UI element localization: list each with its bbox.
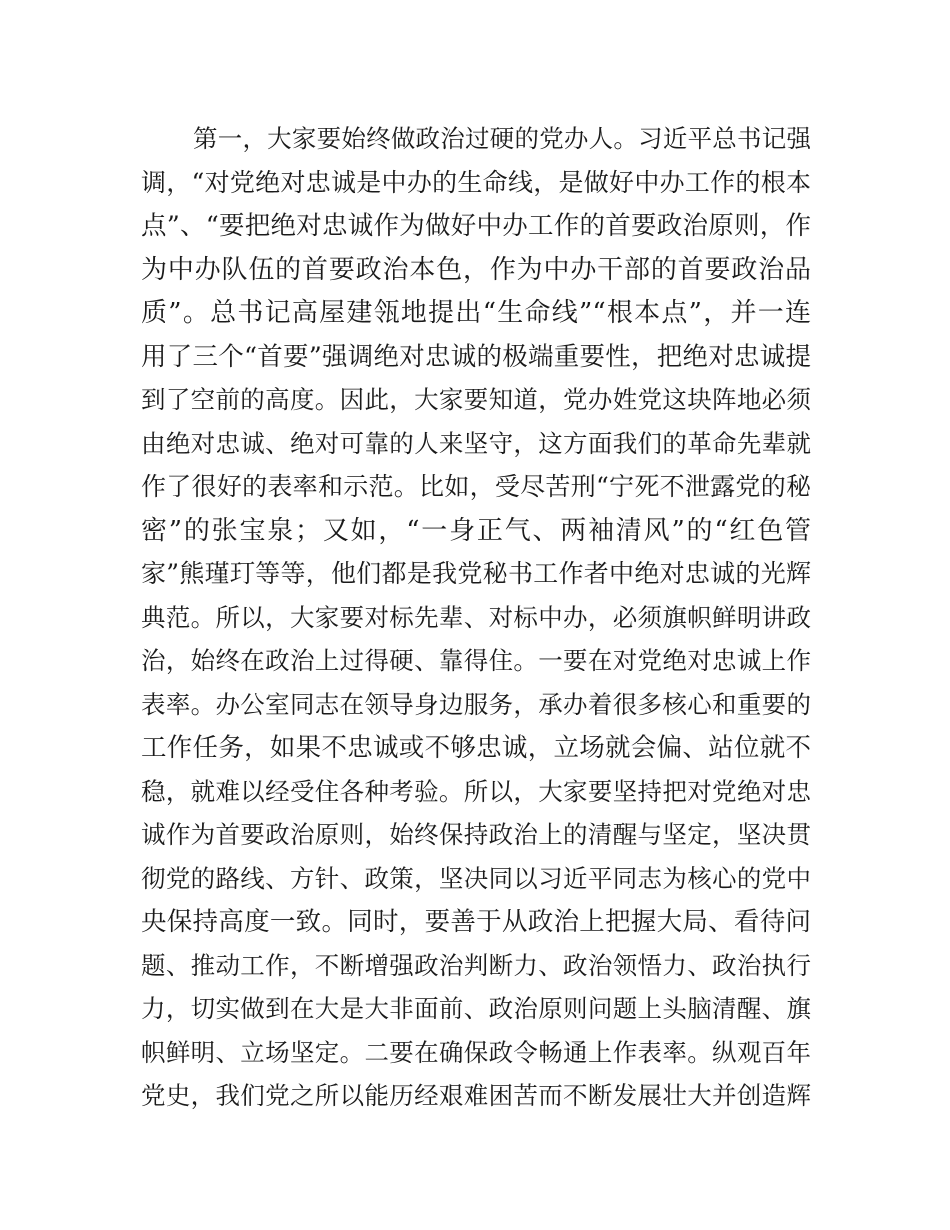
paragraph-line: 帜鲜明、立场坚定。二要在确保政令畅通上作表率。纵观百年: [141, 1038, 811, 1067]
paragraph-line: 质”。总书记高屋建瓴地提出“生命线”“根本点”，并一连: [141, 298, 811, 328]
paragraph-line: 党史，我们党之所以能历经艰难困苦而不断发展壮大并创造辉: [141, 1081, 811, 1110]
paragraph-line: 家”熊瑾玎等等，他们都是我党秘书工作者中绝对忠诚的光辉: [141, 559, 811, 588]
paragraph-line: 题、推动工作，不断增强政治判断力、政治领悟力、政治执行: [141, 951, 811, 980]
paragraph-line: 密”的张宝泉；又如，“一身正气、两袖清风”的“红色管: [141, 516, 811, 546]
paragraph-line: 稳，就难以经受住各种考验。所以，大家要坚持把对党绝对忠: [141, 777, 811, 806]
paragraph-line: 力，切实做到在大是大非面前、政治原则问题上头脑清醒、旗: [141, 994, 811, 1023]
paragraph-line: 为中办队伍的首要政治本色，作为中办干部的首要政治品: [141, 255, 811, 285]
paragraph-line: 表率。办公室同志在领导身边服务，承办着很多核心和重要的: [141, 690, 811, 719]
paragraph-line: 典范。所以，大家要对标先辈、对标中办，必须旗帜鲜明讲政: [141, 603, 811, 632]
paragraph-line: 调，“对党绝对忠诚是中办的生命线，是做好中办工作的根本: [141, 168, 811, 197]
paragraph-line: 用了三个“首要”强调绝对忠诚的极端重要性，把绝对忠诚提: [141, 342, 811, 372]
paragraph-line: 央保持高度一致。同时，要善于从政治上把握大局、看待问: [141, 907, 811, 937]
paragraph-line: 到了空前的高度。因此，大家要知道，党办姓党这块阵地必须: [141, 385, 811, 414]
paragraph-line: 点”、“要把绝对忠诚作为做好中办工作的首要政治原则，作: [141, 211, 811, 241]
paragraph-line: 工作任务，如果不忠诚或不够忠诚，立场就会偏、站位就不: [141, 733, 811, 763]
paragraph-line: 治，始终在政治上过得硬、靠得住。一要在对党绝对忠诚上作: [141, 646, 811, 675]
paragraph-line: 由绝对忠诚、绝对可靠的人来坚守，这方面我们的革命先辈就: [141, 429, 811, 458]
paragraph-line: 诚作为首要政治原则，始终保持政治上的清醒与坚定，坚决贯: [141, 820, 811, 849]
paragraph-line: 第一，大家要始终做政治过硬的党办人。习近平总书记强: [193, 124, 811, 153]
paragraph-line: 作了很好的表率和示范。比如，受尽苦刑“宁死不泄露党的秘: [141, 472, 811, 501]
paragraph-line: 彻党的路线、方针、政策，坚决同以习近平同志为核心的党中: [141, 864, 811, 893]
